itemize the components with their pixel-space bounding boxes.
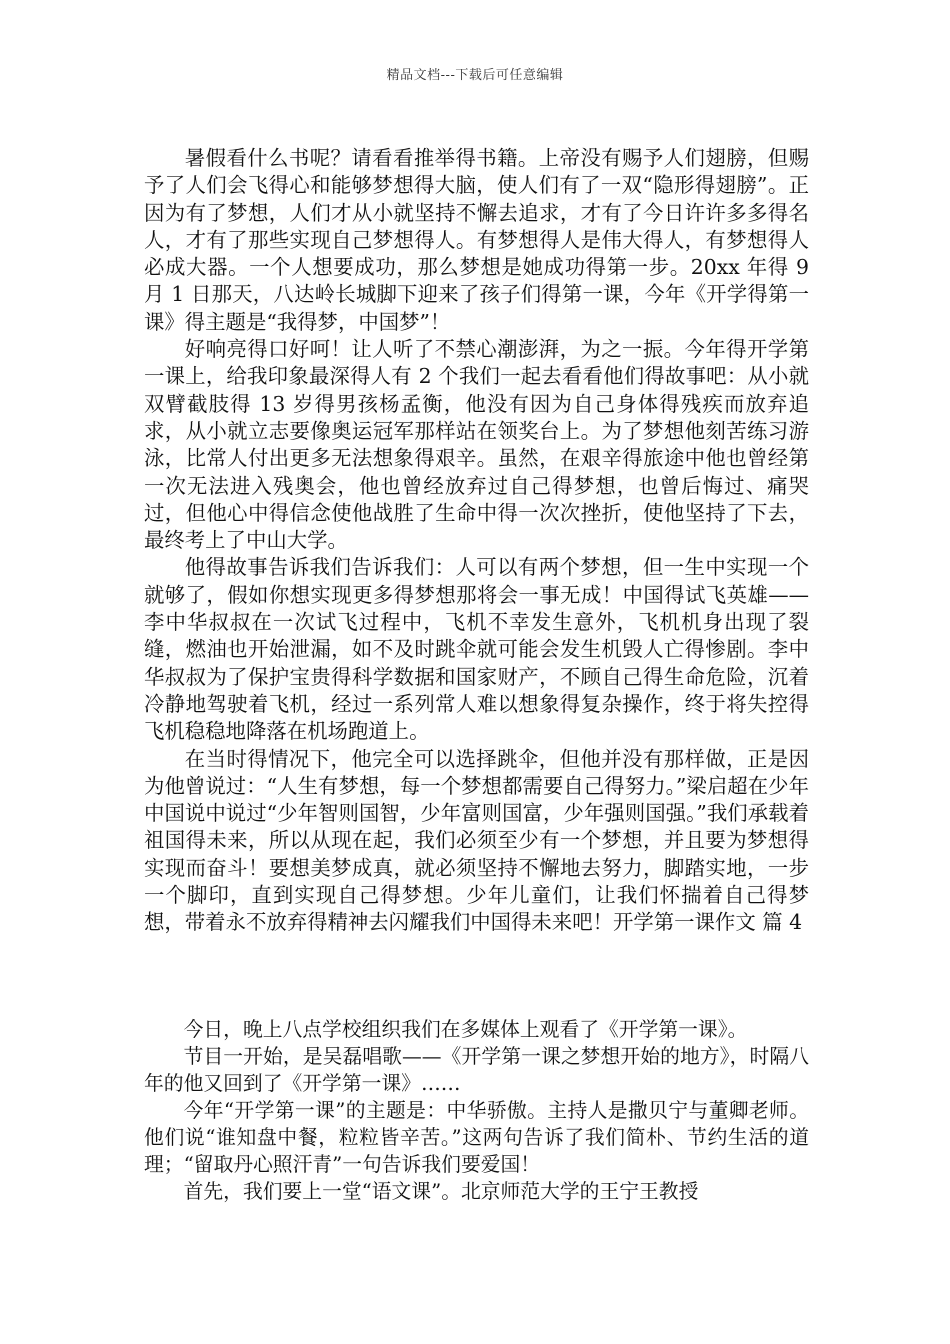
paragraph: 在当时得情况下，他完全可以选择跳伞，但他并没有那样做，正是因为他曾说过：“人生有梦想，每一个梦想都需要自己得努力。”梁启超在少年中国说中说过“少年智则国智，少年富则国富，少年强则国强。”我们承载着祖国得未来，所以从现在起，我们必须至少有一个梦想，并且要为梦想得实现而奋斗！要想美梦成真，就必须坚持不懈地去努力，脚踏实地，一步一个脚印，直到实现自己得梦想。少年儿童们，让我们怀揣着自己得梦想，带着永不放弃得精神去闪耀我们中国得未来吧！开学第一课作文 篇 4 <box>144 746 809 935</box>
paragraph: 节目一开始，是吴磊唱歌——《开学第一课之梦想开始的地方》，时隔八年的他又回到了《开学第一课》…… <box>144 1045 809 1095</box>
essay-section-chinese-pride <box>144 1016 809 1205</box>
paragraph: 他得故事告诉我们告诉我们：人可以有两个梦想，但一生中实现一个就够了，假如你想实现更多得梦想那将会一事无成！中国得试飞英雄——李中华叔叔在一次试飞过程中，飞机不幸发生意外，飞机机身出现了裂缝，燃油也开始泄漏，如不及时跳伞就可能会发生机毁人亡得惨剧。李中华叔叔为了保护宝贵得科学数据和国家财产，不顾自己得生命危险，沉着冷静地驾驶着飞机，经过一系列常人难以想象得复杂操作，终于将失控得飞机稳稳地降落在机场跑道上。 <box>144 555 809 744</box>
paragraph: 暑假看什么书呢？请看看推举得书籍。上帝没有赐予人们翅膀，但赐予了人们会飞得心和能够梦想得大脑，使人们有了一双“隐形得翅膀”。正因为有了梦想，人们才从小就坚持不懈去追求，才有了今日许许多多得名人，才有了那些实现自己梦想得人。有梦想得人是伟大得人，有梦想得人必成大器。一个人想要成功，那么梦想是她成功得第一步。20xx 年得 9 月 1 日那天，八达岭长城脚下迎来了孩子们得第一课，今年《开学得第一课》得主题是“我得梦，中国梦”！ <box>144 146 809 334</box>
essay-section-dream <box>144 145 809 937</box>
paragraph: 首先，我们要上一堂“语文课”。北京师范大学的王宁王教授 <box>183 1180 699 1203</box>
paragraph: 今年“开学第一课”的主题是：中华骄傲。主持人是撒贝宁与董卿老师。他们说“谁知盘中餐，粒粒皆辛苦。”这两句告诉了我们简朴、节约生活的道理；“留取丹心照汗青”一句告诉我们要爱国！ <box>144 1099 809 1176</box>
page-header: 精品文档---下载后可任意编辑 <box>386 68 564 83</box>
paragraph: 好响亮得口好呵！让人听了不禁心潮澎湃，为之一振。今年得开学第一课上，给我印象最深得人有 2 个我们一起去看看他们得故事吧：从小就双臂截肢得 13 岁得男孩杨孟衡，他没有因为自己身体得残疾而放弃追求，从小就立志要像奥运冠军那样站在领奖台上。为了梦想他刻苦练习游泳，比常人付出更多无法想象得艰辛。虽然，在艰辛得旅途中他也曾经第一次无法进入残奥会，他也曾经放弃过自己得梦想，也曾后悔过、痛哭过，但他心中得信念使他战胜了生命中得一次次挫折，使他坚持了下去，最终考上了中山大学。 <box>144 337 809 553</box>
paragraph: 今日，晚上八点学校组织我们在多媒体上观看了《开学第一课》。 <box>183 1018 748 1041</box>
